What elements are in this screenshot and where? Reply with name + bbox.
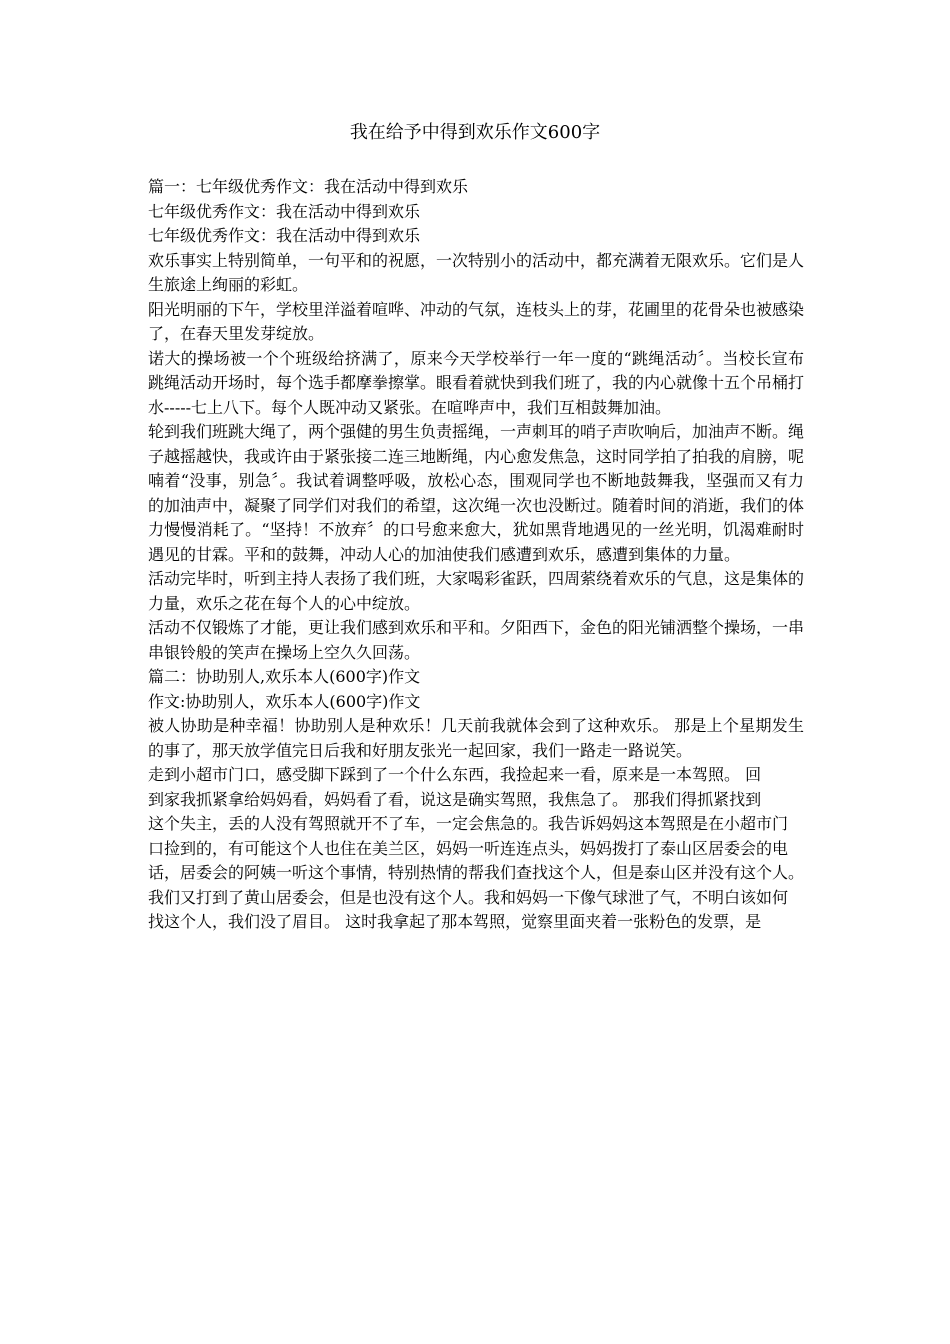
paragraph: 轮到我们班跳大绳了，两个强健的男生负责摇绳，一声刺耳的哨子声吹响后，加油声不断。绳子越摇越快，我或许由于紧张接二连三地断绳，内心愈发焦急，这时同学拍了拍我的肩膀，呢喃着“没事，别急〞。我试着调整呼吸，放松心态，围观同学也不断地鼓舞我，坚强而又有力的加油声中，凝聚了同学们对我们的希望，这次绳一次也没断过。随着时间的消逝，我们的体力慢慢消耗了。“坚持！不放弃〞的口号愈来愈大，犹如黑背地遇见的一丝光明，饥渴难耐时遇见的甘霖。平和的鼓舞，冲动人心的加油使我们感遭到欢乐，感遭到集体的力量。 [148, 422, 805, 564]
paragraph: 诺大的操场被一个个班级给挤满了，原来今天学校举行一年一度的“跳绳活动〞。当校长宣布跳绳活动开场时，每个选手都摩拳擦掌。眼看着就快到我们班了，我的内心就像十五个吊桶打水-----七上八下。每个人既冲动又紧张。在喧哗声中，我们互相鼓舞加油。 [148, 348, 805, 417]
paragraph: 走到小超市门口，感受脚下踩到了一个什么东西，我捡起来一看，原来是一本驾照。 回 [148, 765, 762, 784]
paragraph: 七年级优秀作文：我在活动中得到欢乐 [148, 226, 421, 245]
paragraph: 这个失主，丢的人没有驾照就开不了车，一定会焦急的。我告诉妈妈这本驾照是在小超市门 [148, 814, 789, 833]
paragraph: 篇二：协助别人,欢乐本人(600字)作文 [148, 667, 421, 686]
document-body [148, 175, 804, 935]
paragraph: 欢乐事实上特别简单，一句平和的祝愿，一次特别小的活动中，都充满着无限欢乐。它们是人生旅途上绚丽的彩虹。 [148, 250, 805, 294]
paragraph: 话，居委会的阿姨一听这个事情，特别热情的帮我们查找这个人，但是泰山区并没有这个人。 [148, 863, 805, 882]
paragraph: 篇一：七年级优秀作文：我在活动中得到欢乐 [148, 177, 469, 196]
paragraph: 活动不仅锻炼了才能，更让我们感到欢乐和平和。夕阳西下，金色的阳光铺洒整个操场，一串串银铃般的笑声在操场上空久久回荡。 [148, 618, 805, 662]
paragraph: 口捡到的，有可能这个人也住在美兰区，妈妈一听连连点头，妈妈拨打了泰山区居委会的电 [148, 838, 789, 858]
document-title: 我在给予中得到欢乐作文600字 [349, 122, 601, 143]
paragraph: 我们又打到了黄山居委会，但是也没有这个人。我和妈妈一下像气球泄了气，不明白该如何 [148, 887, 789, 907]
paragraph: 到家我抓紧拿给妈妈看，妈妈看了看，说这是确实驾照，我焦急了。 那我们得抓紧找到 [148, 789, 762, 809]
paragraph: 活动完毕时，听到主持人表扬了我们班，大家喝彩雀跃，四周萦绕着欢乐的气息，这是集体的力量，欢乐之花在每个人的心中绽放。 [148, 569, 805, 613]
paragraph: 七年级优秀作文：我在活动中得到欢乐 [148, 201, 421, 221]
paragraph: 找这个人，我们没了眉目。 这时我拿起了那本驾照，觉察里面夹着一张粉色的发票，是 [148, 912, 762, 931]
paragraph: 阳光明丽的下午，学校里洋溢着喧哗、冲动的气氛，连枝头上的芽，花圃里的花骨朵也被感染了，在春天里发芽绽放。 [148, 299, 805, 343]
paragraph: 被人协助是种幸福！协助别人是种欢乐！几天前我就体会到了这种欢乐。 那是上个星期发生的事了，那天放学值完日后我和好朋友张光一起回家，我们一路走一路说笑。 [148, 716, 804, 760]
paragraph: 作文:协助别人，欢乐本人(600字)作文 [148, 691, 421, 711]
